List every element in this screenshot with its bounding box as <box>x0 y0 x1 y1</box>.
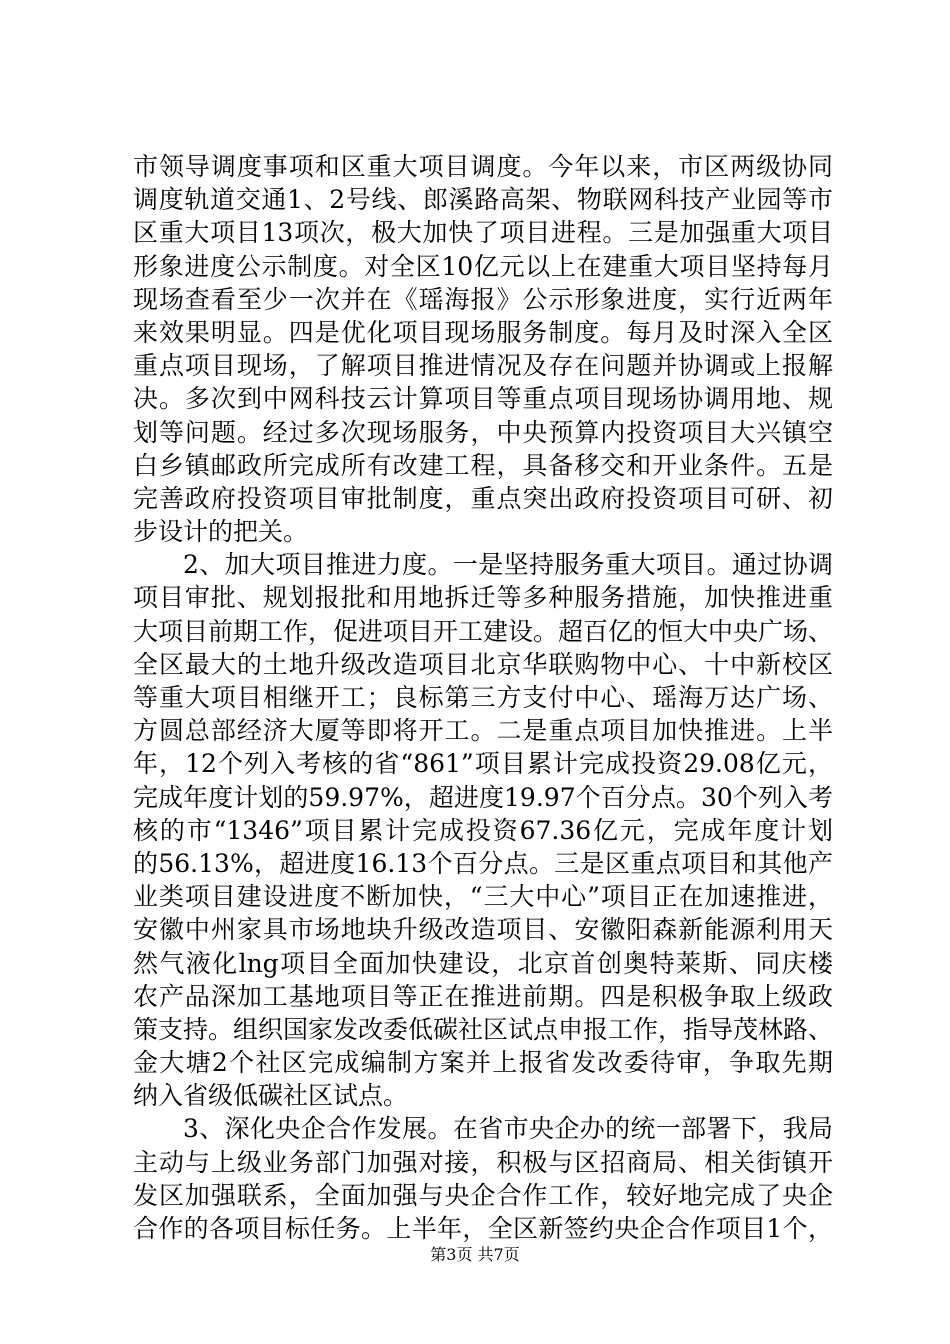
text-line: 完成年度计划的59.97%，超进度19.97个百分点。30个列入考 <box>133 782 833 812</box>
text-line: 的56.13%，超进度16.13个百分点。三是区重点项目和其他产 <box>133 848 833 878</box>
paragraph-start-line: 2、加大项目推进力度。一是坚持服务重大项目。通过协调 <box>183 550 833 580</box>
text-line: 来效果明显。四是优化项目现场服务制度。每月及时深入全区 <box>133 317 833 347</box>
text-line: 划等问题。经过多次现场服务，中央预算内投资项目大兴镇空 <box>133 417 833 447</box>
text-line: 发区加强联系，全面加强与央企合作工作，较好地完成了央企 <box>133 1180 833 1210</box>
text-line: 核的市“1346”项目累计完成投资67.36亿元，完成年度计划 <box>133 815 833 845</box>
page-number-footer: 第3页 共7页 <box>430 1245 520 1264</box>
text-line: 等重大项目相继开工；良标第三方支付中心、瑶海万达广场、 <box>133 683 833 712</box>
text-line: 纳入省级低碳社区试点。 <box>133 1081 409 1111</box>
text-line: 市领导调度事项和区重大项目调度。今年以来，市区两级协同 <box>133 152 833 181</box>
text-line: 金大塘2个社区完成编制方案并上报省发改委待审，争取先期 <box>133 1048 833 1078</box>
text-line: 调度轨道交通1、2号线、郎溪路高架、物联网科技产业园等市 <box>133 185 833 215</box>
text-line: 策支持。组织国家发改委低碳社区试点申报工作，指导茂林路、 <box>133 1014 834 1044</box>
text-line: 大项目前期工作，促进项目开工建设。超百亿的恒大中央广场、 <box>133 616 834 646</box>
text-line: 白乡镇邮政所完成所有改建工程，具备移交和开业条件。五是 <box>133 450 833 480</box>
text-line: 合作的各项目标任务。上半年，全区新签约央企合作项目1个， <box>133 1214 833 1243</box>
text-line: 年，12个列入考核的省“861”项目累计完成投资29.08亿元， <box>133 749 833 779</box>
text-line: 主动与上级业务部门加强对接，积极与区招商局、相关街镇开 <box>133 1147 833 1177</box>
text-line: 现场查看至少一次并在《瑶海报》公示形象进度，实行近两年 <box>133 284 833 314</box>
text-line: 步设计的把关。 <box>133 517 309 547</box>
text-line: 然气液化lng项目全面加快建设，北京首创奥特莱斯、同庆楼 <box>133 948 833 978</box>
document-body <box>133 150 833 1245</box>
text-line: 形象进度公示制度。对全区10亿元以上在建重大项目坚持每月 <box>133 251 833 281</box>
paragraph-start-line: 3、深化央企合作发展。在省市央企办的统一部署下，我局 <box>183 1114 833 1144</box>
text-line: 业类项目建设进度不断加快，“三大中心”项目正在加速推进， <box>133 882 833 912</box>
text-line: 安徽中州家具市场地块升级改造项目、安徽阳森新能源利用天 <box>133 915 833 945</box>
text-line: 决。多次到中网科技云计算项目等重点项目现场协调用地、规 <box>133 384 833 414</box>
text-line: 完善政府投资项目审批制度，重点突出政府投资项目可研、初 <box>133 483 833 513</box>
text-line: 重点项目现场，了解项目推进情况及存在问题并协调或上报解 <box>133 351 833 381</box>
text-line: 方圆总部经济大厦等即将开工。二是重点项目加快推进。上半 <box>133 716 833 746</box>
text-line: 全区最大的土地升级改造项目北京华联购物中心、十中新校区 <box>133 649 833 679</box>
text-line: 农产品深加工基地项目等正在推进前期。四是积极争取上级政 <box>133 981 833 1011</box>
text-line: 区重大项目13项次，极大加快了项目进程。三是加强重大项目 <box>133 218 833 248</box>
text-line: 项目审批、规划报批和用地拆迁等多种服务措施，加快推进重 <box>133 583 833 613</box>
